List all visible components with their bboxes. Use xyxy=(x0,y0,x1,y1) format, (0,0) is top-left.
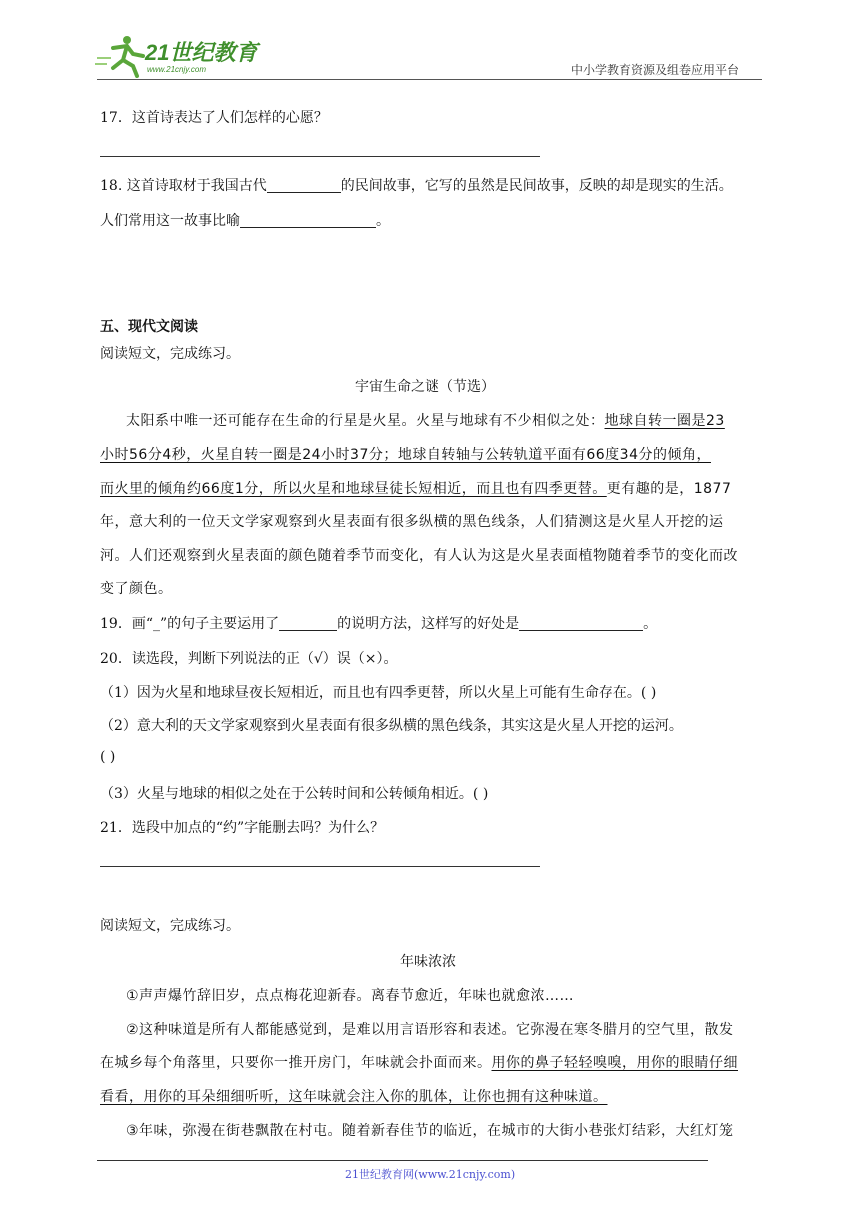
logo-text: 21世纪教育 xyxy=(145,40,258,65)
answer-line-17[interactable] xyxy=(100,156,540,157)
header-platform-name: 中小学教育资源及组卷应用平台 xyxy=(571,63,740,77)
passage1-line-2: 小时56分4秒，火星自转一圈是24小时37分；地球自转轴与公转轨道平面有66度34分的倾角， xyxy=(100,447,711,463)
question-20-item-3[interactable]: （3）火星与地球的相似之处在于公转时间和公转倾角相近。( ) xyxy=(100,786,489,802)
question-19-part: ”的句子主要运用了 xyxy=(159,616,280,632)
passage1-line-5: 河。人们还观察到火星表面的颜色随着季节而变化，有人认为这是火星表面植物随着季节的变化而改 xyxy=(100,548,738,564)
question-20: 20．读选段，判断下列说法的正（√）误（×）。 xyxy=(100,651,398,667)
question-18-line1 xyxy=(100,175,733,195)
answer-line-21[interactable] xyxy=(100,866,540,867)
question-18-part-a: 18. 这首诗取材于我国古代 xyxy=(100,178,267,194)
passage2-p2-line-2 xyxy=(100,1052,738,1072)
reading-instruction-2: 阅读短文，完成练习。 xyxy=(100,918,240,934)
question-17: 17．这首诗表达了人们怎样的心愿？ xyxy=(100,110,328,126)
passage2-p2-line-1: ②这种味道是所有人都能感觉到，是难以用言语形容和表述。它弥漫在寒冬腊月的空气里，散发 xyxy=(126,1022,734,1038)
question-19 xyxy=(100,613,657,633)
passage1-underlined: 而火里的倾角约66度1分，所以火星和地球昼徒长短相近，而且也有四季更替。 xyxy=(100,481,607,497)
section-title: 五、现代文阅读 xyxy=(100,319,198,335)
question-21: 21．选段中加点的“约”字能删去吗？为什么？ xyxy=(100,820,385,836)
question-20-item-2: （2）意大利的天文学家观察到火星表面有很多纵横的黑色线条，其实这是火星人开挖的运河。 xyxy=(100,718,683,734)
question-19-blank-2[interactable] xyxy=(519,616,643,631)
question-18-part-d: 。 xyxy=(376,213,390,229)
passage2-underlined: 用你的鼻子轻轻嗅嗅，用你的眼睛仔细 xyxy=(491,1055,738,1071)
footer-text[interactable]: 21世纪教育网(www.21cnjy.com) xyxy=(345,1168,516,1181)
question-19-part: 的说明方法，这样写的好处是 xyxy=(337,616,520,632)
passage1-line-3 xyxy=(100,478,731,498)
passage2-p1: ①声声爆竹辞旧岁，点点梅花迎新春。离春节愈近，年味也就愈浓…… xyxy=(126,988,575,1004)
passage2-text: 在城乡每个角落里，只要你一推开房门，年味就会扑面而来。 xyxy=(100,1055,492,1071)
passage1-text: 太阳系中唯一还可能存在生命的行星是火星。火星与地球有不少相似之处： xyxy=(126,413,605,429)
question-19-part: 。 xyxy=(643,616,658,632)
question-19-part: _ xyxy=(152,616,160,632)
logo-url: www.21cnjy.com xyxy=(147,65,206,74)
question-18-part-c: 人们常用这一故事比喻 xyxy=(100,213,240,229)
runner-icon xyxy=(95,36,143,76)
passage1-underlined: 地球自转一圈是23 xyxy=(604,413,725,429)
question-19-blank-1[interactable] xyxy=(279,616,337,631)
passage1-line-6: 变了颜色。 xyxy=(100,581,173,597)
question-18-blank-2[interactable] xyxy=(240,213,376,228)
passage2-p2-line-3: 看看，用你的耳朵细细听听，这年味就会注入你的肌体，让你也拥有这种味道。 xyxy=(100,1089,608,1105)
passage-title-2: 年味浓浓 xyxy=(400,954,456,970)
passage1-text: 更有趣的是，1877 xyxy=(606,481,732,497)
question-20-item-1[interactable]: （1）因为火星和地球昼夜长短相近，而且也有四季更替，所以火星上可能有生命存在。( ) xyxy=(100,685,657,701)
question-19-part: 19．画“ xyxy=(100,616,153,632)
passage1-line-1 xyxy=(126,410,725,430)
reading-instruction-1: 阅读短文，完成练习。 xyxy=(100,346,240,362)
passage2-p3: ③年味，弥漫在街巷飘散在村屯。随着新春佳节的临近，在城市的大街小巷张灯结彩，大红灯笼 xyxy=(126,1123,734,1139)
passage1-line-4: 年，意大利的一位天文学家观察到火星表面有很多纵横的黑色线条，人们猜测这是火星人开挖的运 xyxy=(100,514,724,530)
passage-title-1: 宇宙生命之谜（节选） xyxy=(355,379,495,395)
question-18-line2 xyxy=(100,210,390,230)
header-divider xyxy=(97,79,762,80)
footer-divider xyxy=(97,1160,708,1161)
question-18-part-b: 的民间故事，它写的虽然是民间故事，反映的却是现实的生活。 xyxy=(340,178,733,194)
question-18-blank-1[interactable] xyxy=(267,178,341,193)
question-20-item-2-answer[interactable]: ( ) xyxy=(100,749,116,765)
site-logo xyxy=(93,34,263,78)
